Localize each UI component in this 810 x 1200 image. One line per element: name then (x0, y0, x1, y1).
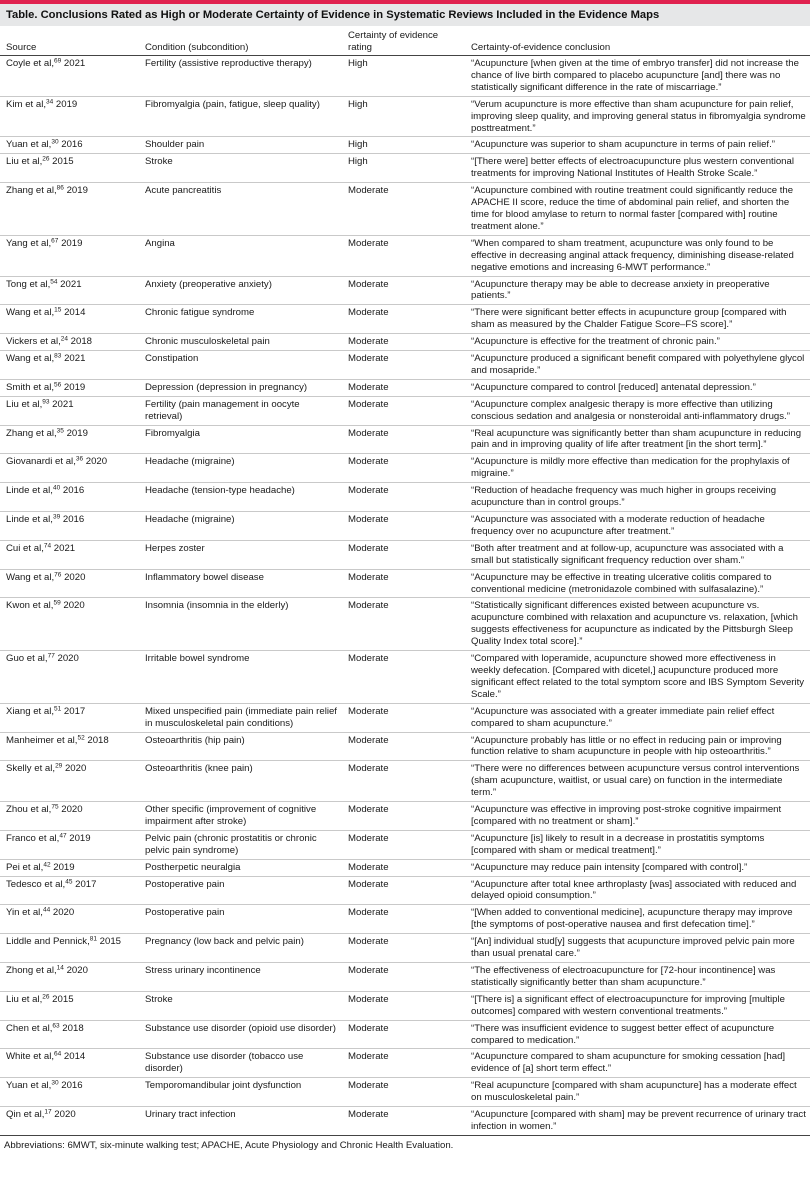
source-year: 2014 (61, 1051, 86, 1063)
source-author: Guo et al, (6, 653, 48, 665)
source-year: 2019 (63, 185, 88, 197)
cell-conclusion: “Acupuncture [compared with sham] may be prevent recurrence of urinary tract infection in women.” (465, 1107, 810, 1135)
table-row (0, 183, 810, 236)
cell-condition: Osteoarthritis (hip pain) (139, 732, 342, 761)
source-author: Smith et al, (6, 381, 54, 393)
cell-condition: Other specific (improvement of cognitive impairment after stroke) (139, 802, 342, 831)
cell-condition: Headache (migraine) (139, 512, 342, 541)
cell-rating: Moderate (342, 1049, 465, 1078)
cell-source (0, 305, 139, 334)
source-year: 2019 (63, 427, 88, 439)
cell-source (0, 859, 139, 876)
source-year: 2019 (61, 381, 86, 393)
cell-rating: Moderate (342, 1107, 465, 1135)
source-year: 2020 (83, 456, 108, 468)
source-author: Pei et al, (6, 861, 44, 873)
reference-number: 36 (75, 455, 84, 463)
table-row (0, 830, 810, 859)
table-row (0, 598, 810, 651)
source-author: Kim et al, (6, 98, 46, 110)
cell-source (0, 761, 139, 802)
cell-condition: Insomnia (insomnia in the elderly) (139, 598, 342, 651)
table-row (0, 154, 810, 183)
cell-condition: Constipation (139, 351, 342, 380)
column-header-conclusion: Certainty-of-evidence conclusion (465, 26, 810, 56)
cell-source (0, 276, 139, 305)
source-year: 2016 (58, 1080, 83, 1092)
table-row (0, 859, 810, 876)
source-year: 2021 (49, 398, 74, 410)
table-row (0, 454, 810, 483)
cell-rating: Moderate (342, 512, 465, 541)
cell-source (0, 732, 139, 761)
cell-condition: Mixed unspecified pain (immediate pain relief in musculoskeletal pain conditions) (139, 703, 342, 732)
reference-number: 40 (52, 484, 61, 492)
column-header-condition: Condition (subcondition) (139, 26, 342, 56)
table-row (0, 235, 810, 276)
table-row (0, 483, 810, 512)
reference-number: 56 (54, 381, 62, 389)
reference-number: 63 (52, 1022, 60, 1030)
table-row (0, 569, 810, 598)
cell-source (0, 454, 139, 483)
reference-number: 69 (54, 57, 62, 65)
cell-source (0, 512, 139, 541)
cell-condition: Irritable bowel syndrome (139, 651, 342, 704)
cell-conclusion: “Compared with loperamide, acupuncture showed more effectiveness in weekly defecation. [Compared with dicetel,] acupuncture produced more significant effect related to the total symptom score and IBS Symptom Severity Scale.” (465, 651, 810, 704)
source-year: 2019 (66, 832, 91, 844)
cell-rating: High (342, 96, 465, 137)
cell-rating: Moderate (342, 598, 465, 651)
cell-rating: Moderate (342, 454, 465, 483)
source-year: 2017 (72, 878, 97, 890)
source-year: 2019 (50, 861, 75, 873)
table-header (0, 26, 810, 56)
cell-source (0, 483, 139, 512)
cell-rating: Moderate (342, 761, 465, 802)
reference-number: 14 (56, 964, 64, 972)
reference-number: 54 (50, 278, 58, 285)
cell-conclusion: “Real acupuncture was significantly better than sham acupuncture in reducing pain and in improving quality of life after treatment [in the short term].” (465, 425, 810, 454)
cell-source (0, 830, 139, 859)
reference-number: 93 (42, 398, 50, 406)
cell-condition: Depression (depression in pregnancy) (139, 379, 342, 396)
cell-condition: Temporomandibular joint dysfunction (139, 1078, 342, 1107)
source-year: 2021 (61, 353, 86, 365)
cell-rating: Moderate (342, 1020, 465, 1049)
cell-rating: Moderate (342, 934, 465, 963)
table-row (0, 1020, 810, 1049)
cell-conclusion: “There was insufficient evidence to suggest better effect of acupuncture compared to medication.” (465, 1020, 810, 1049)
source-year: 2020 (61, 571, 86, 583)
cell-conclusion: “Acupuncture compared to control [reduced] antenatal depression.” (465, 379, 810, 396)
source-year: 2018 (59, 1022, 84, 1034)
column-header-rating: Certainty of evidence rating (342, 26, 465, 56)
cell-conclusion: “Acupuncture was superior to sham acupuncture in terms of pain relief.” (465, 137, 810, 154)
cell-conclusion: “Statistically significant differences existed between acupuncture vs. acupuncture combined with relaxation and acupuncture vs. relaxation, [which suggests effectiveness for acupuncture as indicated by the Pittsburgh Sleep Quality Index total score].” (465, 598, 810, 651)
cell-rating: High (342, 137, 465, 154)
cell-source (0, 540, 139, 569)
cell-source (0, 334, 139, 351)
source-author: Coyle et al, (6, 58, 54, 69)
cell-conclusion: “Acupuncture after total knee arthroplasty [was] associated with reduced and delayed opioid consumption.” (465, 876, 810, 905)
reference-number: 35 (56, 427, 64, 435)
table-row (0, 137, 810, 154)
cell-condition: Fertility (assistive reproductive therapy) (145, 58, 312, 69)
reference-number: 26 (42, 155, 50, 163)
cell-condition: Postoperative pain (139, 905, 342, 934)
source-year: 2016 (60, 514, 85, 525)
table-row (0, 1049, 810, 1078)
cell-condition: Anxiety (preoperative anxiety) (139, 276, 342, 305)
cell-source (0, 876, 139, 905)
cell-conclusion: “Both after treatment and at follow-up, acupuncture was associated with a small but statistically significant frequency reduction over sham.” (465, 540, 810, 569)
cell-condition: Postoperative pain (139, 876, 342, 905)
table-row (0, 651, 810, 704)
source-author: Giovanardi et al, (6, 456, 76, 468)
header-row (0, 26, 810, 56)
cell-condition: Acute pancreatitis (139, 183, 342, 236)
reference-number: 86 (56, 184, 64, 192)
cell-conclusion: “Acupuncture is mildly more effective than medication for the prophylaxis of migraine.” (465, 454, 810, 483)
source-author: Skelly et al, (6, 763, 56, 775)
cell-conclusion: “The effectiveness of electroacupuncture for [72-hour incontinence] was statistically significantly better than sham acupuncture.” (465, 963, 810, 992)
source-author: Kwon et al, (6, 600, 54, 612)
cell-source (0, 1078, 139, 1107)
cell-conclusion: “There were no differences between acupuncture versus control interventions (sham acupuncture, waitlist, or usual care) on function in the intermediate term.” (465, 761, 810, 802)
reference-number: 47 (59, 832, 67, 840)
table-row (0, 334, 810, 351)
cell-conclusion: “[There is] a significant effect of electroacupuncture for improving [multiple outcomes] compared with western conventional treatments.” (465, 991, 810, 1020)
cell-source (0, 137, 139, 154)
cell-source (0, 991, 139, 1020)
table-row (0, 802, 810, 831)
cell-conclusion: “[When added to conventional medicine], acupuncture therapy may improve [the symptoms of post-operative nausea and first defecation time].” (465, 905, 810, 934)
reference-number: 44 (42, 906, 51, 914)
cell-rating: Moderate (342, 483, 465, 512)
table-row (0, 425, 810, 454)
reference-number: 24 (60, 335, 68, 343)
source-year: 2019 (58, 237, 83, 249)
reference-number: 17 (44, 1108, 52, 1116)
cell-conclusion: “Acupuncture combined with routine treatment could significantly reduce the APACHE II score, reduce the time of abdominal pain relief, and shorten the time for blood amylase to return to normal faster [compared with] routine treatment alone.” (465, 183, 810, 236)
source-year: 2021 (51, 542, 76, 554)
table-row (0, 96, 810, 137)
source-year: 2020 (51, 1109, 76, 1121)
source-year: 2015 (49, 156, 74, 168)
cell-conclusion: “[There were] better effects of electroacupuncture plus western conventional treatments for improving National Institutes of Health Stroke Scale.” (465, 154, 810, 183)
reference-number: 52 (77, 734, 85, 741)
cell-condition: Pelvic pain (chronic prostatitis or chronic pelvic pain syndrome) (139, 830, 342, 859)
source-author: Xiang et al, (6, 705, 55, 717)
source-year: 2020 (60, 600, 85, 612)
source-author: Liu et al, (6, 398, 43, 410)
table-row (0, 1078, 810, 1107)
cell-conclusion: “Verum acupuncture is more effective than sham acupuncture for pain relief, improving sleep quality, and improving general status in fibromyalgia syndrome posttreatment.” (465, 96, 810, 137)
footnote: Abbreviations: 6MWT, six-minute walking test; APACHE, Acute Physiology and Chronic Health Evaluation. (4, 1139, 454, 1151)
cell-condition: Herpes zoster (139, 540, 342, 569)
reference-number: 59 (53, 599, 61, 607)
reference-number: 76 (54, 571, 62, 579)
table-row (0, 905, 810, 934)
cell-conclusion: “There were significant better effects in acupuncture group [compared with sham as measured by the Chalder Fatigue Score–FS score].” (465, 305, 810, 334)
source-author: Franco et al, (6, 832, 60, 844)
cell-conclusion: “Acupuncture [when given at the time of embryo transfer] did not increase the chance of live birth compared to placebo acupuncture [and] there was no statistically significant difference in the rate of miscarriage.” (471, 58, 799, 93)
cell-conclusion: “Acupuncture produced a significant benefit compared with polyethylene glycol and mosapride.” (465, 351, 810, 380)
source-year: 2019 (53, 98, 78, 110)
source-author: Zhong et al, (6, 965, 57, 976)
cell-rating: Moderate (342, 876, 465, 905)
cell-condition: Stress urinary incontinence (139, 963, 342, 992)
cell-rating: Moderate (342, 334, 465, 351)
table-row (0, 305, 810, 334)
cell-rating: Moderate (342, 802, 465, 831)
source-author: Zhang et al, (6, 427, 57, 439)
source-year: 2014 (61, 307, 86, 319)
table-row (0, 963, 810, 992)
source-year: 2020 (63, 965, 88, 976)
source-author: Wang et al, (6, 571, 55, 583)
table-row (0, 56, 810, 97)
cell-source (0, 802, 139, 831)
reference-number: 39 (52, 513, 61, 521)
source-author: Manheimer et al, (6, 734, 78, 746)
cell-condition: Angina (139, 235, 342, 276)
cell-source (0, 379, 139, 396)
table-row (0, 761, 810, 802)
table-row (0, 512, 810, 541)
cell-condition: Stroke (139, 154, 342, 183)
table-row (0, 1107, 810, 1135)
reference-number: 30 (51, 138, 59, 146)
cell-rating: Moderate (342, 396, 465, 425)
table-row (0, 379, 810, 396)
cell-rating: Moderate (342, 569, 465, 598)
cell-condition: Substance use disorder (opioid use disorder) (139, 1020, 342, 1049)
source-year: 2020 (58, 804, 83, 816)
cell-source (0, 598, 139, 651)
cell-source (0, 1049, 139, 1078)
source-author: Liu et al, (6, 156, 43, 168)
source-year: 2021 (57, 278, 82, 290)
cell-source (0, 425, 139, 454)
cell-rating: Moderate (342, 905, 465, 934)
cell-condition: Inflammatory bowel disease (139, 569, 342, 598)
cell-conclusion: “Acupuncture probably has little or no effect in reducing pain or improving function relative to sham acupuncture in people with hip osteoarthritis.” (465, 732, 810, 761)
reference-number: 34 (46, 98, 54, 106)
source-author: Cui et al, (6, 542, 44, 554)
table-row (0, 934, 810, 963)
reference-number: 67 (51, 237, 59, 245)
cell-conclusion: “Acupuncture therapy may be able to decrease anxiety in preoperative patients.” (465, 276, 810, 305)
table-body (0, 56, 810, 1135)
cell-condition: Headache (migraine) (139, 454, 342, 483)
cell-source (0, 183, 139, 236)
source-author: Yuan et al, (6, 139, 52, 151)
cell-conclusion: “When compared to sham treatment, acupuncture was only found to be effective in decreasing anginal attack frequency, diminishing disease-related negative emotions and increasing 6-MWT performance.” (465, 235, 810, 276)
source-year: 2015 (96, 936, 121, 948)
cell-conclusion: “Acupuncture [is] likely to result in a decrease in prostatitis symptoms [compared with sham or medical treatment].” (465, 830, 810, 859)
reference-number: 26 (42, 993, 50, 1001)
source-year: 2020 (54, 653, 79, 665)
cell-condition: Headache (tension-type headache) (139, 483, 342, 512)
cell-rating: Moderate (342, 425, 465, 454)
table-row (0, 703, 810, 732)
reference-number: 29 (55, 762, 63, 770)
source-year: 2020 (50, 907, 75, 919)
reference-number: 45 (65, 878, 73, 886)
cell-source (0, 1020, 139, 1049)
cell-rating: Moderate (342, 703, 465, 732)
cell-rating: Moderate (342, 963, 465, 992)
cell-conclusion: “Reduction of headache frequency was much higher in groups receiving acupuncture than in control groups.” (465, 483, 810, 512)
cell-conclusion: “[An] individual stud[y] suggests that acupuncture improved pelvic pain more than usual prenatal care.” (465, 934, 810, 963)
cell-condition: Pregnancy (low back and pelvic pain) (139, 934, 342, 963)
cell-source (0, 651, 139, 704)
cell-conclusion: “Acupuncture may reduce pain intensity [compared with control].” (465, 859, 810, 876)
reference-number: 30 (51, 1079, 59, 1087)
reference-number: 15 (54, 306, 62, 314)
source-year: 2017 (61, 705, 86, 717)
reference-number: 74 (43, 542, 52, 550)
reference-number: 64 (54, 1050, 62, 1058)
reference-number: 51 (54, 705, 62, 713)
cell-conclusion: “Acupuncture complex analgesic therapy is more effective than utilizing conscious sedation and analgesia or nonsteroidal anti-inflammatory drugs.” (465, 396, 810, 425)
cell-condition: Fibromyalgia (139, 425, 342, 454)
source-year: 2021 (61, 58, 86, 69)
source-year: 2016 (60, 485, 85, 497)
cell-rating: Moderate (342, 276, 465, 305)
cell-source (0, 905, 139, 934)
source-author: Linde et al, (6, 514, 53, 525)
cell-condition: Substance use disorder (tobacco use disorder) (139, 1049, 342, 1078)
cell-condition: Postherpetic neuralgia (139, 859, 342, 876)
table-row (0, 351, 810, 380)
cell-conclusion: “Acupuncture was associated with a moderate reduction of headache frequency over no acupuncture after treatment.” (465, 512, 810, 541)
cell-condition: Urinary tract infection (139, 1107, 342, 1135)
source-year: 2020 (62, 763, 87, 775)
table-row (0, 396, 810, 425)
source-author: Liddle and Pennick, (6, 936, 90, 948)
source-year: 2015 (49, 993, 74, 1005)
cell-source (0, 703, 139, 732)
source-author: White et al, (6, 1051, 54, 1063)
table-row (0, 991, 810, 1020)
reference-number: 83 (54, 352, 62, 360)
cell-source (0, 1107, 139, 1135)
cell-source (0, 569, 139, 598)
cell-source (0, 56, 139, 97)
cell-rating: Moderate (342, 732, 465, 761)
source-author: Tedesco et al, (6, 878, 66, 890)
cell-source (0, 235, 139, 276)
source-author: Linde et al, (6, 485, 53, 497)
cell-condition: Fibromyalgia (pain, fatigue, sleep quality) (139, 96, 342, 137)
source-author: Liu et al, (6, 993, 43, 1005)
cell-rating: High (348, 58, 368, 69)
reference-number: 75 (51, 803, 59, 811)
table-title: Table. Conclusions Rated as High or Moderate Certainty of Evidence in Systematic Reviews Included in the Evidence Maps (0, 4, 810, 26)
table-row (0, 732, 810, 761)
cell-source (0, 963, 139, 992)
cell-rating: Moderate (342, 351, 465, 380)
source-author: Wang et al, (6, 353, 55, 365)
cell-rating: Moderate (342, 1078, 465, 1107)
source-author: Wang et al, (6, 307, 55, 319)
cell-source (0, 934, 139, 963)
cell-conclusion: “Acupuncture was effective in improving post-stroke cognitive impairment [compared with no treatment or sham].” (465, 802, 810, 831)
cell-condition: Fertility (pain management in oocyte retrieval) (139, 396, 342, 425)
cell-rating: High (342, 154, 465, 183)
cell-rating: Moderate (342, 183, 465, 236)
source-author: Vickers et al, (6, 336, 61, 348)
reference-number: 42 (43, 861, 51, 869)
cell-conclusion: “Acupuncture was associated with a greater immediate pain relief effect compared to sham acupuncture.” (465, 703, 810, 732)
cell-conclusion: “Acupuncture is effective for the treatment of chronic pain.” (465, 334, 810, 351)
cell-source (0, 396, 139, 425)
cell-condition: Shoulder pain (139, 137, 342, 154)
cell-source (0, 351, 139, 380)
source-year: 2018 (84, 734, 109, 746)
source-author: Zhang et al, (6, 185, 57, 197)
cell-rating: Moderate (342, 859, 465, 876)
cell-condition: Chronic musculoskeletal pain (139, 334, 342, 351)
table-row (0, 276, 810, 305)
cell-rating: Moderate (342, 830, 465, 859)
cell-condition: Stroke (139, 991, 342, 1020)
cell-conclusion: “Acupuncture compared to sham acupuncture for smoking cessation [had] evidence of [a] short term effect.” (465, 1049, 810, 1078)
evidence-table (0, 26, 810, 1135)
cell-condition: Chronic fatigue syndrome (139, 305, 342, 334)
source-author: Zhou et al, (6, 804, 52, 816)
cell-condition: Osteoarthritis (knee pain) (139, 761, 342, 802)
table-row (0, 876, 810, 905)
reference-number: 77 (47, 652, 55, 660)
cell-rating: Moderate (342, 379, 465, 396)
cell-rating: Moderate (342, 305, 465, 334)
source-year: 2016 (58, 139, 83, 151)
reference-number: 81 (89, 935, 97, 943)
cell-source (0, 96, 139, 137)
cell-rating: Moderate (342, 651, 465, 704)
source-author: Chen et al, (6, 1022, 53, 1034)
source-author: Qin et al, (6, 1109, 45, 1121)
cell-source (0, 154, 139, 183)
source-author: Yin et al, (6, 907, 43, 919)
source-year: 2018 (67, 336, 92, 348)
table-row (0, 540, 810, 569)
cell-rating: Moderate (342, 235, 465, 276)
cell-conclusion: “Real acupuncture [compared with sham acupuncture] has a moderate effect on musculoskeletal pain.” (465, 1078, 810, 1107)
source-author: Tong et al, (6, 278, 51, 290)
cell-conclusion: “Acupuncture may be effective in treating ulcerative colitis compared to conventional medicine (metronidazole combined with sulfasalazine).” (465, 569, 810, 598)
source-author: Yuan et al, (6, 1080, 52, 1092)
cell-rating: Moderate (342, 991, 465, 1020)
source-author: Yang et al, (6, 237, 52, 249)
cell-rating: Moderate (342, 540, 465, 569)
column-header-source: Source (0, 26, 139, 56)
